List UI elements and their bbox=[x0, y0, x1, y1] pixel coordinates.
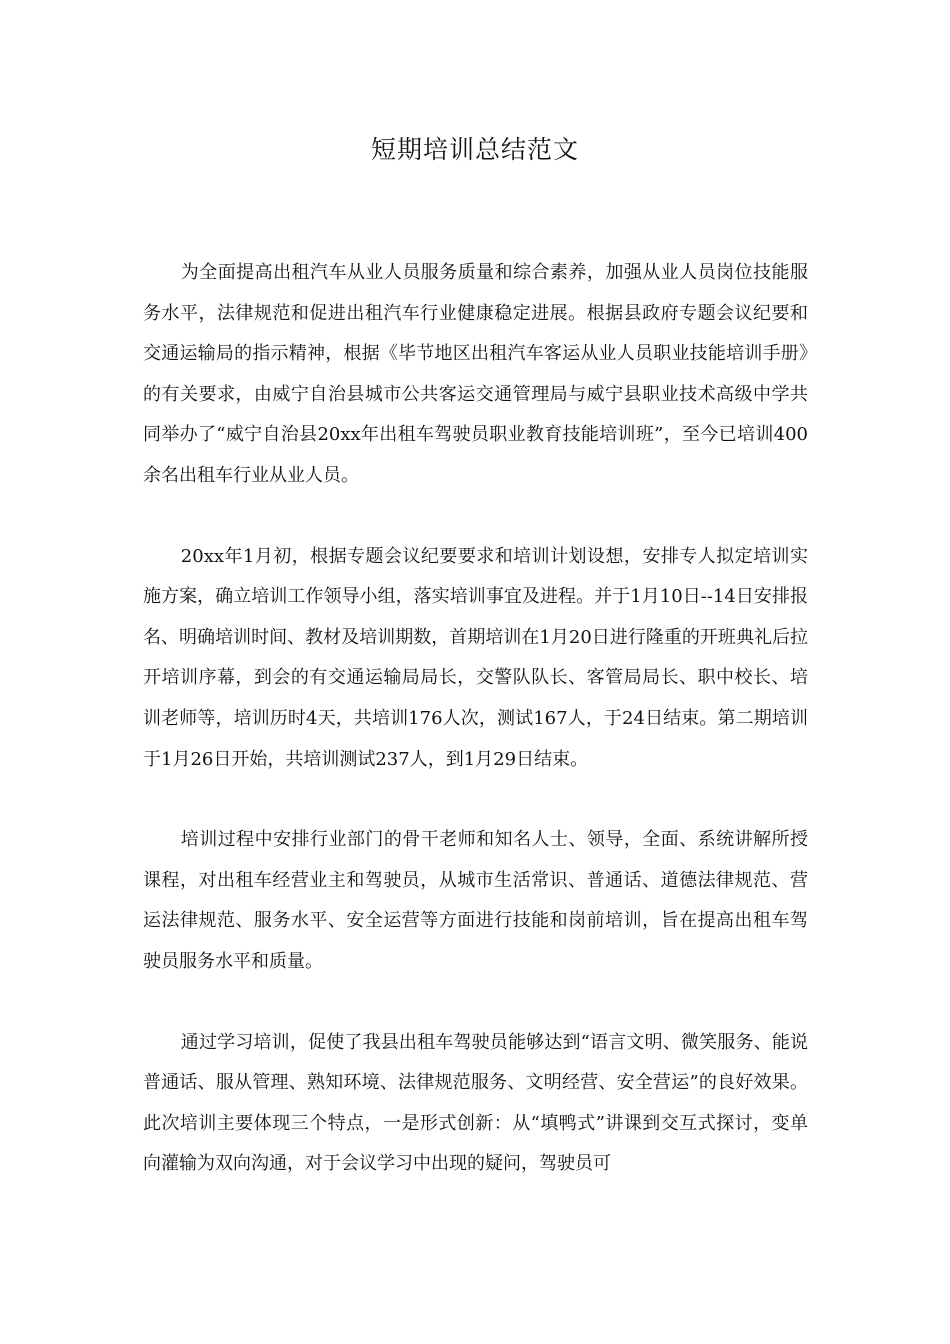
document-title: 短期培训总结范文 bbox=[370, 135, 579, 164]
paragraph-4: 通过学习培训，促使了我县出租车驾驶员能够达到“语言文明、微笑服务、能说普通话、服从管理、熟知环境、法律规范服务、文明经营、安全营运”的良好效果。此次培训主要体现三个特点，一是形式创新：从“填鸭式”讲课到交互式探讨，变单向灌输为双向沟通，对于会议学习中出现的疑问，驾驶员可 bbox=[143, 1031, 808, 1175]
paragraph-2: 20xx年1月初，根据专题会议纪要要求和培训计划设想，安排专人拟定培训实施方案，确立培训工作领导小组，落实培训事宜及进程。并于1月10日--14日安排报名、明确培训时间、教材及培训期数，首期培训在1月20日进行隆重的开班典礼后拉开培训序幕，到会的有交通运输局局长，交警队队长、客管局局长、职中校长、培训老师等，培训历时4天，共培训176人次，测试167人，于24日结束。第二期培训于1月26日开始，共培训测试237人，到1月29日结束。 bbox=[143, 545, 808, 770]
document-body bbox=[143, 253, 808, 1185]
paragraph-3: 培训过程中安排行业部门的骨干老师和知名人士、领导，全面、系统讲解所授课程，对出租车经营业主和驾驶员，从城市生活常识、普通话、道德法律规范、营运法律规范、服务水平、安全运营等方面进行技能和岗前培训，旨在提高出租车驾驶员服务水平和质量。 bbox=[143, 829, 808, 972]
paragraph-1: 为全面提高出租汽车从业人员服务质量和综合素养，加强从业人员岗位技能服务水平，法律规范和促进出租汽车行业健康稳定进展。根据县政府专题会议纪要和交通运输局的指示精神，根据《毕节地区出租汽车客运从业人员职业技能培训手册》的有关要求，由威宁自治县城市公共客运交通管理局与威宁县职业技术高级中学共同举办了“威宁自治县20xx年出租车驾驶员职业教育技能培训班”，至今已培训400余名出租车行业从业人员。 bbox=[143, 262, 808, 486]
